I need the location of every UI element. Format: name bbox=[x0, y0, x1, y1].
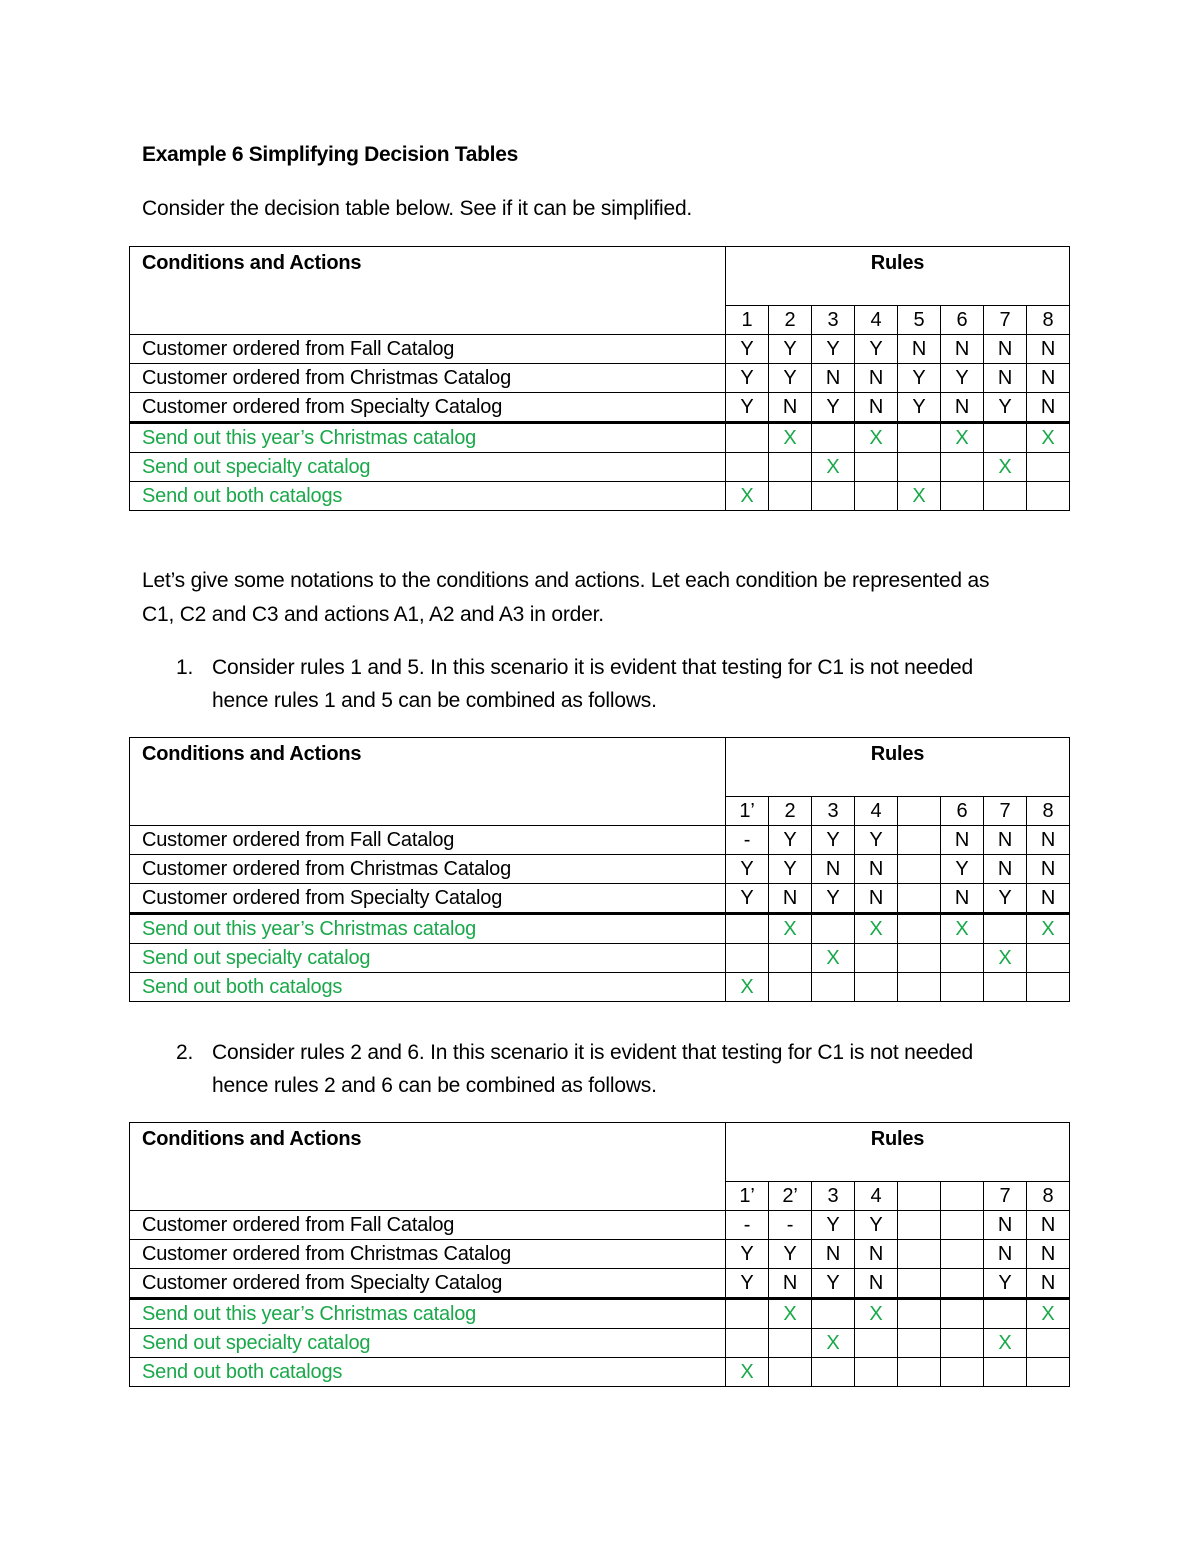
rule-number bbox=[941, 1182, 984, 1211]
rule-number: 4 bbox=[855, 1182, 898, 1211]
condition-row bbox=[130, 826, 1070, 855]
rule-number: 7 bbox=[984, 797, 1027, 826]
action-cell bbox=[812, 1299, 855, 1329]
condition-cell: Y bbox=[812, 1269, 855, 1299]
step-1-line-2: hence rules 1 and 5 can be combined as follows. bbox=[212, 689, 657, 712]
action-label: Send out specialty catalog bbox=[130, 944, 726, 973]
condition-cell: Y bbox=[812, 826, 855, 855]
action-cell bbox=[898, 423, 941, 453]
condition-cell: Y bbox=[769, 335, 812, 364]
action-cell: X bbox=[898, 482, 941, 511]
condition-cell: N bbox=[898, 335, 941, 364]
condition-cell: Y bbox=[812, 335, 855, 364]
action-cell bbox=[769, 1358, 812, 1387]
action-cell bbox=[898, 944, 941, 973]
condition-cell: Y bbox=[769, 826, 812, 855]
condition-cell: N bbox=[855, 1240, 898, 1269]
condition-label: Customer ordered from Fall Catalog bbox=[130, 826, 726, 855]
rule-number: 7 bbox=[984, 1182, 1027, 1211]
action-cell bbox=[1027, 944, 1070, 973]
intro-paragraph: Consider the decision table below. See if it can be simplified. bbox=[142, 197, 693, 220]
action-cell bbox=[812, 1358, 855, 1387]
condition-cell: N bbox=[812, 1240, 855, 1269]
action-cell bbox=[941, 453, 984, 482]
condition-label: Customer ordered from Christmas Catalog bbox=[130, 855, 726, 884]
action-cell bbox=[898, 1329, 941, 1358]
condition-cell: Y bbox=[984, 393, 1027, 423]
rule-number: 2 bbox=[769, 797, 812, 826]
condition-cell: Y bbox=[941, 364, 984, 393]
condition-label: Customer ordered from Specialty Catalog bbox=[130, 1269, 726, 1299]
condition-cell: Y bbox=[984, 884, 1027, 914]
condition-cell: N bbox=[984, 855, 1027, 884]
action-cell: X bbox=[726, 482, 769, 511]
action-row bbox=[130, 1299, 1070, 1329]
rule-number: 2’ bbox=[769, 1182, 812, 1211]
condition-cell: Y bbox=[898, 393, 941, 423]
action-label: Send out both catalogs bbox=[130, 482, 726, 511]
condition-cell: N bbox=[1027, 364, 1070, 393]
rule-number: 8 bbox=[1027, 797, 1070, 826]
condition-label: Customer ordered from Specialty Catalog bbox=[130, 884, 726, 914]
action-cell bbox=[726, 423, 769, 453]
step-2-number: 2. bbox=[176, 1041, 194, 1064]
rule-number: 5 bbox=[898, 306, 941, 335]
condition-cell: - bbox=[726, 1211, 769, 1240]
action-cell: X bbox=[1027, 423, 1070, 453]
action-cell bbox=[769, 944, 812, 973]
rule-number: 7 bbox=[984, 306, 1027, 335]
action-cell bbox=[1027, 1329, 1070, 1358]
action-label: Send out both catalogs bbox=[130, 1358, 726, 1387]
action-row bbox=[130, 914, 1070, 944]
condition-row bbox=[130, 393, 1070, 423]
action-cell: X bbox=[984, 944, 1027, 973]
rule-number: 8 bbox=[1027, 1182, 1070, 1211]
action-cell bbox=[898, 914, 941, 944]
action-cell: X bbox=[812, 944, 855, 973]
condition-cell: N bbox=[1027, 1240, 1070, 1269]
condition-cell: Y bbox=[726, 884, 769, 914]
action-cell bbox=[855, 1329, 898, 1358]
condition-cell: N bbox=[984, 1240, 1027, 1269]
condition-cell: N bbox=[1027, 1211, 1070, 1240]
notation-line-2: C1, C2 and C3 and actions A1, A2 and A3 in order. bbox=[142, 603, 604, 626]
action-cell bbox=[812, 973, 855, 1002]
condition-cell: Y bbox=[855, 335, 898, 364]
condition-label: Customer ordered from Specialty Catalog bbox=[130, 393, 726, 423]
action-cell bbox=[984, 1358, 1027, 1387]
action-cell: X bbox=[769, 914, 812, 944]
condition-cell: N bbox=[1027, 884, 1070, 914]
condition-cell bbox=[898, 826, 941, 855]
action-cell bbox=[855, 1358, 898, 1387]
action-cell bbox=[769, 1329, 812, 1358]
condition-cell: N bbox=[1027, 393, 1070, 423]
condition-label: Customer ordered from Fall Catalog bbox=[130, 335, 726, 364]
condition-row bbox=[130, 1269, 1070, 1299]
condition-cell bbox=[941, 1211, 984, 1240]
step-2-text bbox=[212, 1036, 1062, 1102]
rule-number: 1 bbox=[726, 306, 769, 335]
condition-cell: Y bbox=[726, 364, 769, 393]
rule-number bbox=[898, 797, 941, 826]
condition-cell bbox=[941, 1240, 984, 1269]
condition-cell: N bbox=[769, 1269, 812, 1299]
condition-cell bbox=[941, 1269, 984, 1299]
condition-label: Customer ordered from Christmas Catalog bbox=[130, 1240, 726, 1269]
action-cell bbox=[941, 1299, 984, 1329]
rule-number: 4 bbox=[855, 797, 898, 826]
condition-cell: Y bbox=[726, 855, 769, 884]
condition-cell: N bbox=[1027, 826, 1070, 855]
condition-cell: N bbox=[855, 855, 898, 884]
action-row bbox=[130, 1329, 1070, 1358]
rule-number: 6 bbox=[941, 306, 984, 335]
condition-cell: N bbox=[855, 393, 898, 423]
action-cell: X bbox=[984, 453, 1027, 482]
condition-cell: Y bbox=[812, 393, 855, 423]
action-row bbox=[130, 973, 1070, 1002]
rule-number: 1’ bbox=[726, 1182, 769, 1211]
condition-cell: N bbox=[941, 884, 984, 914]
action-cell bbox=[769, 453, 812, 482]
decision-table-original bbox=[129, 246, 1070, 511]
action-cell: X bbox=[812, 1329, 855, 1358]
condition-row bbox=[130, 884, 1070, 914]
condition-cell: N bbox=[984, 1211, 1027, 1240]
action-cell bbox=[898, 973, 941, 1002]
condition-cell: N bbox=[1027, 1269, 1070, 1299]
action-cell bbox=[855, 973, 898, 1002]
action-cell bbox=[855, 453, 898, 482]
action-cell: X bbox=[769, 423, 812, 453]
action-cell bbox=[898, 453, 941, 482]
action-cell bbox=[726, 453, 769, 482]
action-cell bbox=[855, 482, 898, 511]
action-cell: X bbox=[726, 1358, 769, 1387]
action-cell bbox=[941, 1358, 984, 1387]
action-row bbox=[130, 423, 1070, 453]
rule-number: 3 bbox=[812, 306, 855, 335]
action-label: Send out this year’s Christmas catalog bbox=[130, 423, 726, 453]
rule-number: 8 bbox=[1027, 306, 1070, 335]
action-cell: X bbox=[726, 973, 769, 1002]
action-label: Send out specialty catalog bbox=[130, 1329, 726, 1358]
step-1-text bbox=[212, 651, 1062, 717]
condition-cell: Y bbox=[812, 884, 855, 914]
step-1-line-1: Consider rules 1 and 5. In this scenario it is evident that testing for C1 is not needed bbox=[212, 656, 974, 679]
condition-cell: - bbox=[769, 1211, 812, 1240]
action-cell bbox=[812, 482, 855, 511]
action-cell bbox=[984, 482, 1027, 511]
condition-cell: Y bbox=[726, 1269, 769, 1299]
condition-cell: N bbox=[812, 364, 855, 393]
condition-cell: N bbox=[984, 335, 1027, 364]
action-cell bbox=[769, 482, 812, 511]
condition-cell bbox=[898, 884, 941, 914]
rule-number bbox=[898, 1182, 941, 1211]
action-cell bbox=[984, 1299, 1027, 1329]
condition-row bbox=[130, 855, 1070, 884]
condition-label: Customer ordered from Fall Catalog bbox=[130, 1211, 726, 1240]
step-2-line-1: Consider rules 2 and 6. In this scenario it is evident that testing for C1 is not needed bbox=[212, 1041, 974, 1064]
rule-number: 3 bbox=[812, 797, 855, 826]
action-cell: X bbox=[769, 1299, 812, 1329]
condition-cell: Y bbox=[984, 1269, 1027, 1299]
action-cell: X bbox=[855, 914, 898, 944]
condition-row bbox=[130, 335, 1070, 364]
step-2-line-2: hence rules 2 and 6 can be combined as follows. bbox=[212, 1074, 657, 1097]
condition-cell: N bbox=[769, 393, 812, 423]
rule-number: 6 bbox=[941, 797, 984, 826]
condition-cell: Y bbox=[855, 1211, 898, 1240]
condition-cell: N bbox=[769, 884, 812, 914]
condition-cell: N bbox=[941, 826, 984, 855]
condition-cell: N bbox=[812, 855, 855, 884]
action-cell bbox=[984, 914, 1027, 944]
condition-cell: Y bbox=[855, 826, 898, 855]
condition-cell: N bbox=[855, 1269, 898, 1299]
notation-line-1: Let’s give some notations to the conditions and actions. Let each condition be represented as bbox=[142, 569, 990, 592]
condition-cell: Y bbox=[726, 335, 769, 364]
action-row bbox=[130, 482, 1070, 511]
action-cell bbox=[984, 973, 1027, 1002]
document-title: Example 6 Simplifying Decision Tables bbox=[142, 143, 518, 166]
action-cell bbox=[941, 944, 984, 973]
action-cell bbox=[1027, 453, 1070, 482]
rule-number: 4 bbox=[855, 306, 898, 335]
condition-cell: Y bbox=[726, 393, 769, 423]
condition-cell: N bbox=[855, 884, 898, 914]
action-row bbox=[130, 453, 1070, 482]
condition-cell bbox=[898, 1269, 941, 1299]
condition-cell: N bbox=[941, 335, 984, 364]
action-cell bbox=[726, 914, 769, 944]
header-rules: Rules bbox=[726, 247, 1070, 306]
action-cell bbox=[726, 1299, 769, 1329]
condition-cell: N bbox=[984, 826, 1027, 855]
action-cell bbox=[726, 1329, 769, 1358]
action-cell bbox=[1027, 482, 1070, 511]
step-1-number: 1. bbox=[176, 656, 194, 679]
condition-cell: N bbox=[984, 364, 1027, 393]
action-cell: X bbox=[941, 423, 984, 453]
condition-row bbox=[130, 364, 1070, 393]
condition-cell: Y bbox=[769, 364, 812, 393]
rule-number: 2 bbox=[769, 306, 812, 335]
condition-cell: Y bbox=[769, 855, 812, 884]
action-cell bbox=[941, 482, 984, 511]
decision-table-step-2 bbox=[129, 1122, 1070, 1387]
condition-cell bbox=[898, 855, 941, 884]
action-cell bbox=[812, 914, 855, 944]
condition-cell: Y bbox=[941, 855, 984, 884]
action-label: Send out this year’s Christmas catalog bbox=[130, 914, 726, 944]
action-cell: X bbox=[984, 1329, 1027, 1358]
rule-number: 1’ bbox=[726, 797, 769, 826]
header-conditions-actions: Conditions and Actions bbox=[130, 1123, 726, 1211]
header-conditions-actions: Conditions and Actions bbox=[130, 247, 726, 335]
condition-cell: Y bbox=[812, 1211, 855, 1240]
condition-row bbox=[130, 1211, 1070, 1240]
header-rules: Rules bbox=[726, 738, 1070, 797]
action-cell: X bbox=[1027, 1299, 1070, 1329]
condition-cell: Y bbox=[726, 1240, 769, 1269]
action-cell bbox=[898, 1358, 941, 1387]
rule-number: 3 bbox=[812, 1182, 855, 1211]
condition-row bbox=[130, 1240, 1070, 1269]
header-rules: Rules bbox=[726, 1123, 1070, 1182]
action-row bbox=[130, 1358, 1070, 1387]
action-cell: X bbox=[941, 914, 984, 944]
action-cell bbox=[941, 1329, 984, 1358]
action-cell bbox=[984, 423, 1027, 453]
condition-cell: Y bbox=[898, 364, 941, 393]
condition-cell: N bbox=[1027, 335, 1070, 364]
condition-cell: N bbox=[1027, 855, 1070, 884]
condition-cell bbox=[898, 1240, 941, 1269]
action-cell bbox=[812, 423, 855, 453]
action-cell bbox=[726, 944, 769, 973]
condition-cell: - bbox=[726, 826, 769, 855]
action-cell bbox=[855, 944, 898, 973]
action-label: Send out specialty catalog bbox=[130, 453, 726, 482]
action-cell bbox=[1027, 1358, 1070, 1387]
condition-cell: N bbox=[941, 393, 984, 423]
action-cell: X bbox=[1027, 914, 1070, 944]
action-cell bbox=[1027, 973, 1070, 1002]
condition-cell: N bbox=[855, 364, 898, 393]
action-cell: X bbox=[812, 453, 855, 482]
condition-cell bbox=[898, 1211, 941, 1240]
condition-cell: Y bbox=[769, 1240, 812, 1269]
action-cell bbox=[769, 973, 812, 1002]
action-row bbox=[130, 944, 1070, 973]
action-cell: X bbox=[855, 1299, 898, 1329]
decision-table-step-1 bbox=[129, 737, 1070, 1002]
action-label: Send out this year’s Christmas catalog bbox=[130, 1299, 726, 1329]
action-cell bbox=[941, 973, 984, 1002]
condition-label: Customer ordered from Christmas Catalog bbox=[130, 364, 726, 393]
header-conditions-actions: Conditions and Actions bbox=[130, 738, 726, 826]
action-label: Send out both catalogs bbox=[130, 973, 726, 1002]
action-cell bbox=[898, 1299, 941, 1329]
action-cell: X bbox=[855, 423, 898, 453]
